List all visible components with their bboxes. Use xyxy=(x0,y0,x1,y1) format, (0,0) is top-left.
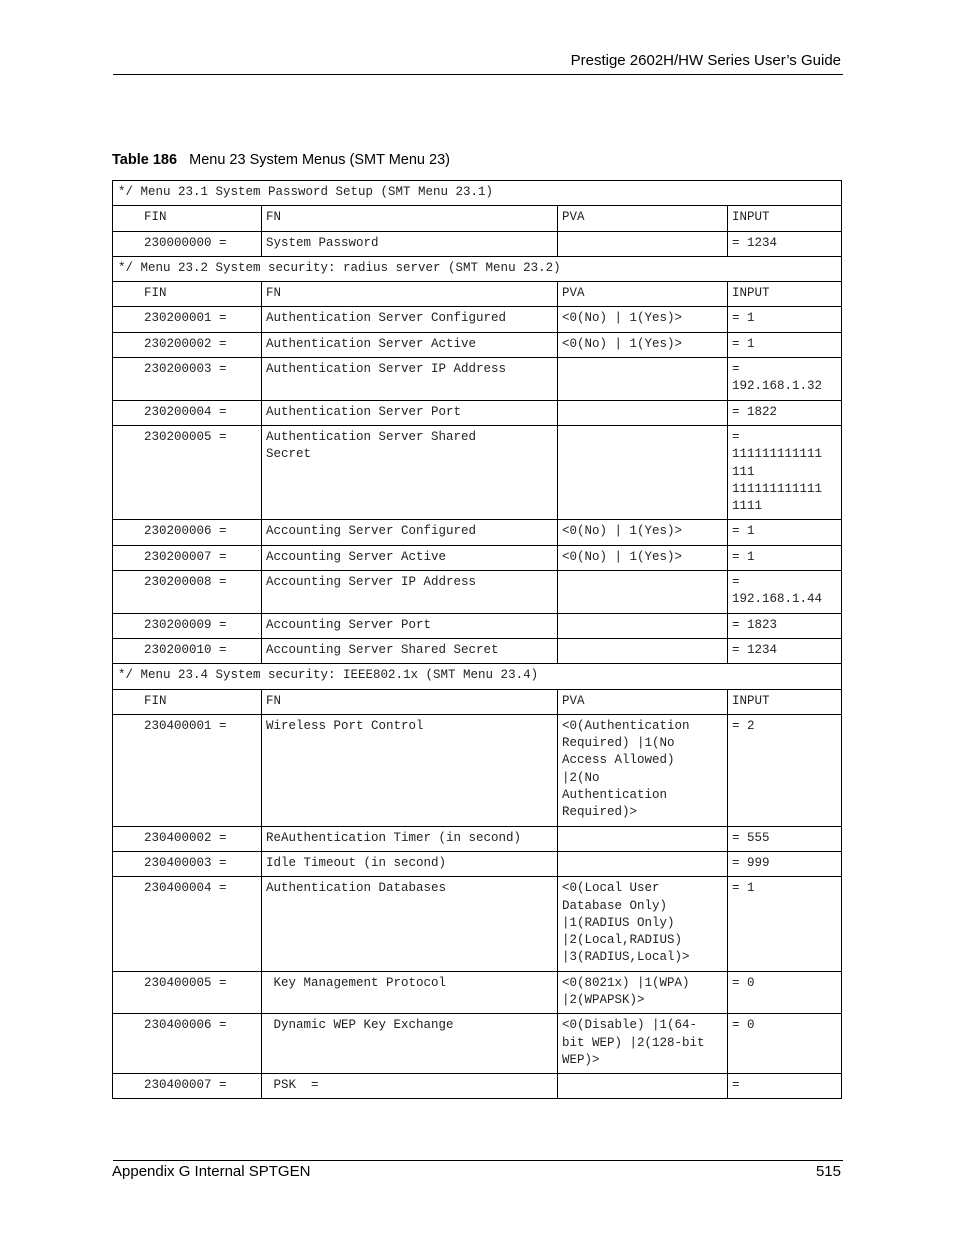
table-caption-text: Menu 23 System Menus (SMT Menu 23) xyxy=(189,152,450,168)
section-header-row xyxy=(113,664,842,689)
document-title: Prestige 2602H/HW Series User’s Guide xyxy=(570,52,841,69)
cell-fn: Accounting Server Active xyxy=(262,545,558,570)
cell-fin: 230200003 = xyxy=(113,358,262,401)
cell-input: = 1 xyxy=(728,520,842,545)
column-header-fin: FIN xyxy=(113,282,262,307)
cell-input: = 0 xyxy=(728,971,842,1014)
column-header-input: INPUT xyxy=(728,282,842,307)
table-row xyxy=(113,638,842,663)
cell-fn: Authentication Server Active xyxy=(262,332,558,357)
cell-fn: Authentication Databases xyxy=(262,877,558,971)
cell-fn: PSK = xyxy=(262,1074,558,1099)
cell-fn: System Password xyxy=(262,231,558,256)
cell-fn: Accounting Server Port xyxy=(262,613,558,638)
cell-pva: <0(No) | 1(Yes)> xyxy=(558,520,728,545)
section-header-row xyxy=(113,181,842,206)
table-row xyxy=(113,826,842,851)
cell-pva xyxy=(558,425,728,519)
cell-fin: 230400006 = xyxy=(113,1014,262,1074)
table-row xyxy=(113,358,842,401)
page-number: 515 xyxy=(815,1163,841,1180)
cell-input: = 1 xyxy=(728,307,842,332)
cell-fin: 230200008 = xyxy=(113,571,262,614)
footer-section-title: Appendix G Internal SPTGEN xyxy=(112,1163,311,1180)
cell-input: = 1 xyxy=(728,545,842,570)
smt-menu-table xyxy=(112,180,842,1099)
column-header-pva: PVA xyxy=(558,282,728,307)
cell-fin: 230400001 = xyxy=(113,714,262,826)
cell-pva: <0(Authentication Required) |1(No Access Allowed) |2(No Authentication Required)> xyxy=(558,714,728,826)
cell-pva xyxy=(558,851,728,876)
cell-fin: 230200002 = xyxy=(113,332,262,357)
cell-fin: 230200004 = xyxy=(113,400,262,425)
cell-input: = xyxy=(728,1074,842,1099)
table-row xyxy=(113,613,842,638)
cell-input: = 999 xyxy=(728,851,842,876)
column-header-fn: FN xyxy=(262,689,558,714)
table-row xyxy=(113,425,842,519)
cell-input: = 2 xyxy=(728,714,842,826)
table-caption-label: Table 186 xyxy=(112,152,178,168)
table-row xyxy=(113,520,842,545)
cell-input: = 192.168.1.44 xyxy=(728,571,842,614)
column-header-fn: FN xyxy=(262,206,558,231)
table-row xyxy=(113,971,842,1014)
section-header-cell: */ Menu 23.4 System security: IEEE802.1x (SMT Menu 23.4) xyxy=(113,664,842,689)
column-header-pva: PVA xyxy=(558,206,728,231)
page-footer xyxy=(112,1160,843,1180)
table-row xyxy=(113,231,842,256)
cell-fn: Accounting Server Shared Secret xyxy=(262,638,558,663)
cell-pva: <0(No) | 1(Yes)> xyxy=(558,545,728,570)
cell-fin: 230200007 = xyxy=(113,545,262,570)
cell-fin: 230200010 = xyxy=(113,638,262,663)
cell-fin: 230400005 = xyxy=(113,971,262,1014)
cell-fn: ReAuthentication Timer (in second) xyxy=(262,826,558,851)
cell-pva xyxy=(558,358,728,401)
table-row xyxy=(113,714,842,826)
cell-fin: 230400002 = xyxy=(113,826,262,851)
cell-pva: <0(Disable) |1(64- bit WEP) |2(128-bit WEP)> xyxy=(558,1014,728,1074)
table-row xyxy=(113,545,842,570)
column-header-input: INPUT xyxy=(728,689,842,714)
cell-input: = 192.168.1.32 xyxy=(728,358,842,401)
cell-pva xyxy=(558,613,728,638)
table-row xyxy=(113,1074,842,1099)
cell-pva: <0(No) | 1(Yes)> xyxy=(558,332,728,357)
cell-input: = 1822 xyxy=(728,400,842,425)
table-row xyxy=(113,400,842,425)
cell-input: = 1823 xyxy=(728,613,842,638)
cell-fin: 230000000 = xyxy=(113,231,262,256)
table-caption xyxy=(112,152,450,168)
section-header-cell: */ Menu 23.2 System security: radius server (SMT Menu 23.2) xyxy=(113,256,842,281)
column-header-pva: PVA xyxy=(558,689,728,714)
column-header-fn: FN xyxy=(262,282,558,307)
cell-fn: Authentication Server Port xyxy=(262,400,558,425)
cell-pva xyxy=(558,1074,728,1099)
section-header-row xyxy=(113,256,842,281)
table-row xyxy=(113,851,842,876)
cell-fn: Idle Timeout (in second) xyxy=(262,851,558,876)
page-header xyxy=(113,50,843,75)
cell-fin: 230400003 = xyxy=(113,851,262,876)
cell-fin: 230200001 = xyxy=(113,307,262,332)
cell-input: = 0 xyxy=(728,1014,842,1074)
table-row xyxy=(113,571,842,614)
cell-pva xyxy=(558,400,728,425)
cell-input: = 111111111111 111 111111111111 1111 xyxy=(728,425,842,519)
cell-fin: 230200005 = xyxy=(113,425,262,519)
cell-pva xyxy=(558,826,728,851)
cell-pva: <0(Local User Database Only) |1(RADIUS Only) |2(Local,RADIUS) |3(RADIUS,Local)> xyxy=(558,877,728,971)
column-header-row xyxy=(113,206,842,231)
table-row xyxy=(113,1014,842,1074)
table-row xyxy=(113,877,842,971)
cell-pva xyxy=(558,571,728,614)
column-header-row xyxy=(113,282,842,307)
column-header-fin: FIN xyxy=(113,206,262,231)
column-header-fin: FIN xyxy=(113,689,262,714)
cell-fn: Authentication Server IP Address xyxy=(262,358,558,401)
cell-fin: 230200006 = xyxy=(113,520,262,545)
cell-input: = 1 xyxy=(728,332,842,357)
cell-fn: Dynamic WEP Key Exchange xyxy=(262,1014,558,1074)
cell-fin: 230200009 = xyxy=(113,613,262,638)
cell-input: = 1234 xyxy=(728,231,842,256)
cell-input: = 1 xyxy=(728,877,842,971)
cell-fin: 230400007 = xyxy=(113,1074,262,1099)
cell-pva xyxy=(558,231,728,256)
cell-fn: Accounting Server IP Address xyxy=(262,571,558,614)
column-header-row xyxy=(113,689,842,714)
table-row xyxy=(113,307,842,332)
table-row xyxy=(113,332,842,357)
table-body xyxy=(113,181,842,1099)
cell-fn: Authentication Server Configured xyxy=(262,307,558,332)
section-header-cell: */ Menu 23.1 System Password Setup (SMT Menu 23.1) xyxy=(113,181,842,206)
column-header-input: INPUT xyxy=(728,206,842,231)
cell-fn: Key Management Protocol xyxy=(262,971,558,1014)
cell-pva: <0(No) | 1(Yes)> xyxy=(558,307,728,332)
cell-input: = 555 xyxy=(728,826,842,851)
cell-fin: 230400004 = xyxy=(113,877,262,971)
cell-input: = 1234 xyxy=(728,638,842,663)
cell-fn: Wireless Port Control xyxy=(262,714,558,826)
cell-pva xyxy=(558,638,728,663)
cell-fn: Authentication Server Shared Secret xyxy=(262,425,558,519)
cell-fn: Accounting Server Configured xyxy=(262,520,558,545)
cell-pva: <0(8021x) |1(WPA) |2(WPAPSK)> xyxy=(558,971,728,1014)
